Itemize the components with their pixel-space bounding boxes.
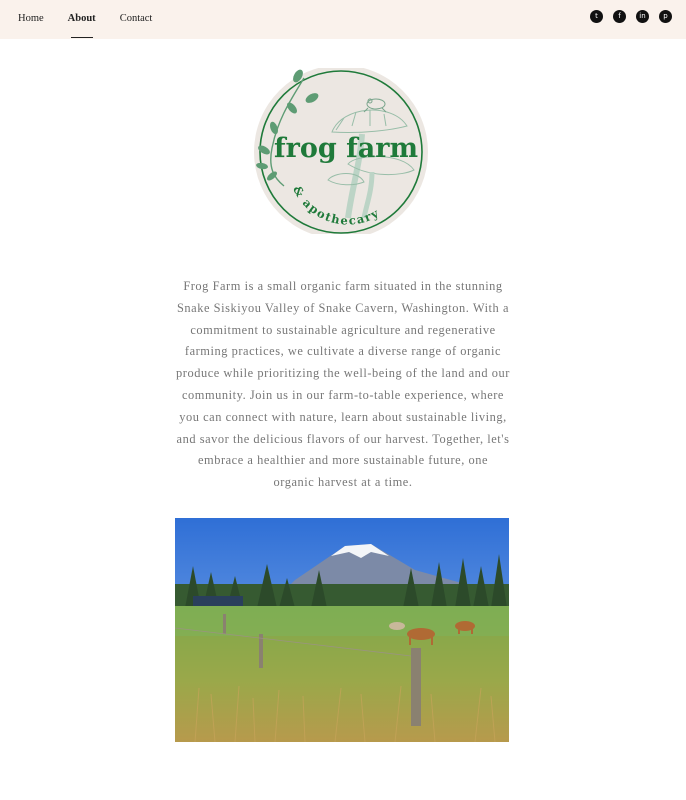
pinterest-icon[interactable]: p [659,10,672,23]
nav-about-link[interactable]: About [67,13,96,24]
social-links [590,10,672,23]
nav-contact-link[interactable]: Contact [119,13,153,24]
main-nav [18,13,176,24]
about-paragraph: Frog Farm is a small organic farm situated in the stunning Snake Siskiyou Valley of Snake Cavern, Washington. With a commitment to sustainable agriculture and regenerative farming practices, we cultivate a diverse range of organic produce while prioritizing the well-being of the land and our community. Join us in our farm-to-table experience, where you can connect with nature, learn about sustainable living, and savor the delicious flavors of our harvest. Together, let's embrace a healthier and more sustainable future, one organic harvest at a time. [176,279,510,490]
nav-home-link[interactable]: Home [18,13,44,24]
twitter-icon[interactable]: t [590,10,603,23]
logo-subtitle: & apothecary [290,183,383,228]
frog-farm-logo [252,68,432,234]
linkedin-icon[interactable]: in [636,10,649,23]
farm-photo [175,518,509,742]
logo-title: frog farm [273,133,419,164]
top-navbar [0,0,686,39]
facebook-icon[interactable]: f [613,10,626,23]
